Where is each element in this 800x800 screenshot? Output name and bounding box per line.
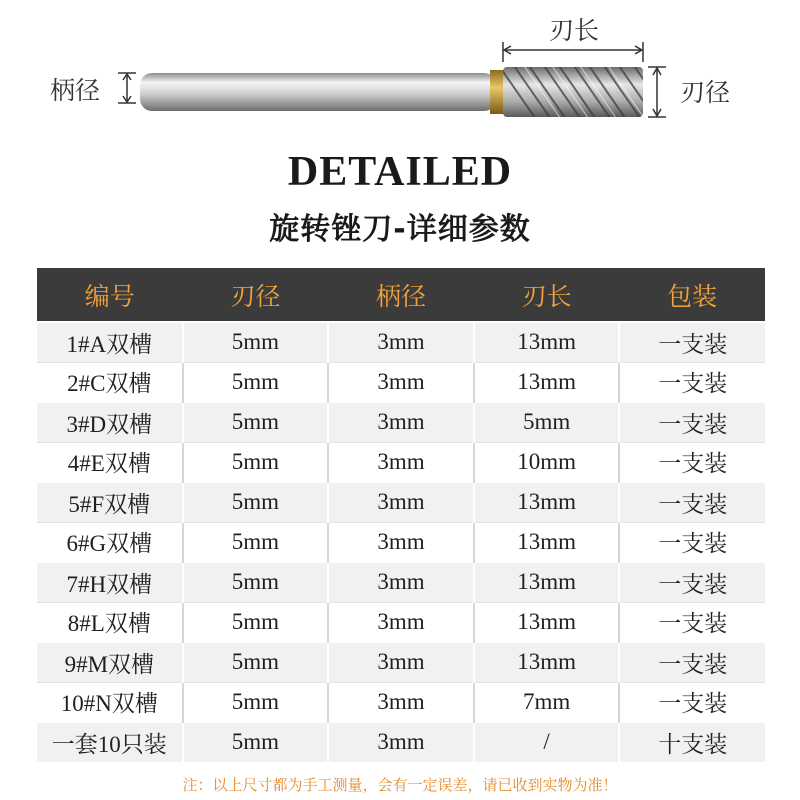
cell-blade-diameter: 5mm	[183, 602, 329, 642]
cell-package: 一支装	[619, 642, 765, 682]
cell-package: 一支装	[619, 562, 765, 602]
cell-blade-length: 13mm	[474, 522, 620, 562]
table-row	[37, 642, 765, 682]
cell-blade-diameter: 5mm	[183, 322, 329, 362]
cell-shank-diameter: 3mm	[328, 562, 474, 602]
cell-package: 十支装	[619, 722, 765, 762]
burr-illustration	[0, 0, 800, 145]
shank	[140, 73, 496, 111]
cell-blade-length: 13mm	[474, 562, 620, 602]
cell-id: 10#N双槽	[37, 682, 183, 722]
column-header-shank-diameter: 柄径	[328, 268, 474, 322]
cell-blade-diameter: 5mm	[183, 402, 329, 442]
cell-shank-diameter: 3mm	[328, 442, 474, 482]
cell-blade-diameter: 5mm	[183, 562, 329, 602]
shank-dimension-marker	[118, 73, 136, 103]
cell-package: 一支装	[619, 522, 765, 562]
cell-package: 一支装	[619, 682, 765, 722]
cell-blade-length: /	[474, 722, 620, 762]
table-row	[37, 522, 765, 562]
cell-package: 一支装	[619, 482, 765, 522]
table-row	[37, 402, 765, 442]
cell-blade-length: 13mm	[474, 362, 620, 402]
spec-table	[37, 268, 765, 762]
cell-id: 5#F双槽	[37, 482, 183, 522]
cell-blade-diameter: 5mm	[183, 522, 329, 562]
table-row	[37, 482, 765, 522]
cell-id: 4#E双槽	[37, 442, 183, 482]
cell-blade-diameter: 5mm	[183, 442, 329, 482]
blade-diameter-label: 刃径	[680, 78, 731, 107]
column-header-package: 包装	[619, 268, 765, 322]
cutting-head	[495, 60, 675, 125]
cell-blade-diameter: 5mm	[183, 722, 329, 762]
table-row	[37, 722, 765, 762]
product-diagram	[0, 0, 800, 145]
blade-length-dimension-marker	[503, 42, 643, 62]
table-row	[37, 442, 765, 482]
table-header-row	[37, 268, 765, 322]
cell-blade-diameter: 5mm	[183, 482, 329, 522]
cell-id: 2#C双槽	[37, 362, 183, 402]
cell-id: 8#L双槽	[37, 602, 183, 642]
cell-shank-diameter: 3mm	[328, 482, 474, 522]
cell-shank-diameter: 3mm	[328, 682, 474, 722]
cell-id: 7#H双槽	[37, 562, 183, 602]
table-row	[37, 562, 765, 602]
column-header-id: 编号	[37, 268, 183, 322]
cell-blade-length: 13mm	[474, 322, 620, 362]
cell-blade-length: 10mm	[474, 442, 620, 482]
cell-shank-diameter: 3mm	[328, 602, 474, 642]
cell-blade-length: 5mm	[474, 402, 620, 442]
cell-package: 一支装	[619, 442, 765, 482]
cell-blade-diameter: 5mm	[183, 682, 329, 722]
column-header-blade-diameter: 刃径	[183, 268, 329, 322]
cell-package: 一支装	[619, 402, 765, 442]
table-row	[37, 682, 765, 722]
cell-package: 一支装	[619, 602, 765, 642]
cell-blade-length: 7mm	[474, 682, 620, 722]
cell-shank-diameter: 3mm	[328, 522, 474, 562]
table-row	[37, 602, 765, 642]
title-english: DETAILED	[287, 149, 513, 195]
cell-id: 3#D双槽	[37, 402, 183, 442]
blade-length-label: 刃长	[549, 16, 600, 45]
cell-blade-length: 13mm	[474, 642, 620, 682]
cell-package: 一支装	[619, 362, 765, 402]
cell-shank-diameter: 3mm	[328, 642, 474, 682]
cell-shank-diameter: 3mm	[328, 322, 474, 362]
blade-diameter-dimension-marker	[648, 67, 666, 117]
cell-blade-length: 13mm	[474, 482, 620, 522]
cell-package: 一支装	[619, 322, 765, 362]
cell-id: 一套10只装	[37, 722, 183, 762]
cell-blade-diameter: 5mm	[183, 642, 329, 682]
cell-shank-diameter: 3mm	[328, 722, 474, 762]
title-chinese: 旋转锉刀-详细参数	[269, 212, 531, 247]
cell-id: 9#M双槽	[37, 642, 183, 682]
cell-id: 6#G双槽	[37, 522, 183, 562]
measurement-note: 注：以上尺寸都为手工测量，会有一定误差，请已收到实物为准！	[182, 776, 618, 794]
table-row	[37, 362, 765, 402]
cell-blade-length: 13mm	[474, 602, 620, 642]
shank-diameter-label: 柄径	[50, 76, 101, 105]
cell-id: 1#A双槽	[37, 322, 183, 362]
cell-shank-diameter: 3mm	[328, 362, 474, 402]
cell-blade-diameter: 5mm	[183, 362, 329, 402]
table-row	[37, 322, 765, 362]
cell-shank-diameter: 3mm	[328, 402, 474, 442]
column-header-blade-length: 刃长	[474, 268, 620, 322]
